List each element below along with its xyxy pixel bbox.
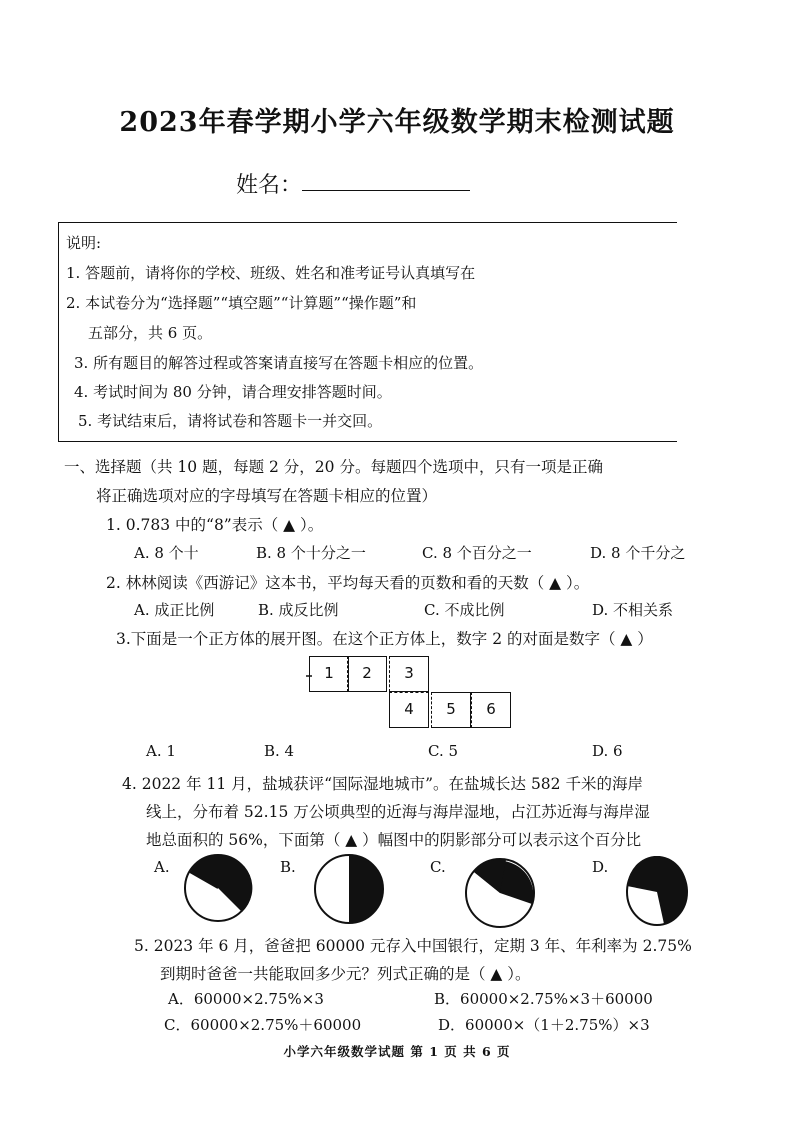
page-footer: 小学六年级数学试题 第 1 页 共 6 页 (283, 1044, 511, 1059)
instruction-item-4: 4. 考试时间为 80 分钟，请合理安排答题时间。 (74, 383, 392, 401)
question-5-option-c: C．60000×2.75%＋60000 (164, 1016, 362, 1034)
pie-figure-b (312, 852, 386, 926)
cube-face-6: 6 (471, 692, 511, 728)
question-3-option-a: A. 1 (146, 742, 176, 760)
name-blank-line (302, 190, 470, 191)
question-4-line-3: 地总面积的 56%，下面第（ ▲ ）幅图中的阴影部分可以表示这个百分比 (146, 831, 642, 849)
question-2-stem: 2. 林林阅读《西游记》这本书，平均每天看的页数和看的天数（ ▲ ）。 (106, 574, 590, 592)
question-2-option-b: B. 成反比例 (258, 601, 339, 619)
pie-figure-a (182, 852, 254, 924)
cube-face-5: 5 (431, 692, 471, 728)
cube-face-3: 3 (389, 656, 429, 692)
question-3-stem: 3.下面是一个正方体的展开图。在这个正方体上，数字 2 的对面是数字（ ▲ ） (116, 630, 653, 648)
question-5-option-b: B．60000×2.75%×3＋60000 (434, 990, 653, 1008)
question-3-option-b: B. 4 (264, 742, 295, 760)
instructions-heading: 说明: (66, 234, 102, 252)
page-title: 2023年春学期小学六年级数学期末检测试题 (119, 107, 675, 138)
question-1-option-a: A. 8 个十 (134, 544, 199, 562)
instruction-item-2: 2. 本试卷分为“选择题”“填空题”“计算题”“操作题”和 (66, 294, 417, 312)
question-5-option-d: D．60000×（1＋2.75%）×3 (438, 1016, 650, 1034)
cube-face-4: 4 (389, 692, 429, 728)
question-2-option-a: A. 成正比例 (134, 601, 215, 619)
question-1-option-d: D. 8 个千分之 (590, 544, 686, 562)
question-4-option-a-label: A. (154, 858, 170, 876)
question-4-option-d-label: D. (592, 858, 609, 876)
cube-face-1: 1 (309, 656, 349, 692)
question-4-line-1: 4. 2022 年 11 月，盐城获评“国际湿地城市”。在盐城长达 582 千米的海岸 (122, 775, 643, 793)
instruction-item-1: 1. 答题前，请将你的学校、班级、姓名和准考证号认真填写在 (66, 264, 476, 282)
question-1-stem: 1. 0.783 中的“8”表示（ ▲ ）。 (106, 516, 324, 534)
question-4-option-b-label: B. (280, 858, 296, 876)
section-heading: 一、选择题（共 10 题，每题 2 分，20 分。每题四个选项中，只有一项是正确 (64, 458, 603, 476)
instruction-item-3: 3. 所有题目的解答过程或答案请直接写在答题卡相应的位置。 (74, 354, 484, 372)
cube-face-2: 2 (347, 656, 387, 692)
question-1-option-b: B. 8 个十分之一 (256, 544, 366, 562)
question-5-option-a: A．60000×2.75%×3 (168, 990, 324, 1008)
name-label: 姓名： (236, 173, 303, 198)
question-2-option-c: C. 不成比例 (424, 601, 505, 619)
question-3-option-c: C. 5 (428, 742, 459, 760)
question-1-option-c: C. 8 个百分之一 (422, 544, 532, 562)
question-2-option-d: D. 不相关系 (592, 601, 674, 619)
question-5-line-1: 5. 2023 年 6 月，爸爸把 60000 元存入中国银行，定期 3 年、年利率为 2.75% (134, 937, 692, 955)
question-3-option-d: D. 6 (592, 742, 623, 760)
pie-figure-d (624, 856, 690, 928)
question-5-line-2: 到期时爸爸一共能取回多少元？列式正确的是（ ▲ ）。 (160, 965, 531, 983)
question-4-option-c-label: C. (430, 858, 446, 876)
section-subheading: 将正确选项对应的字母填写在答题卡相应的位置） (96, 487, 438, 505)
question-4-line-2: 线上，分布着 52.15 万公顷典型的近海与海岸湿地，占江苏近海与海岸湿 (146, 803, 650, 821)
instruction-item-2-cont: 五部分，共 6 页。 (88, 324, 213, 342)
pie-figure-c (462, 856, 538, 930)
instruction-item-5: 5. 考试结束后，请将试卷和答题卡一并交回。 (78, 412, 383, 430)
